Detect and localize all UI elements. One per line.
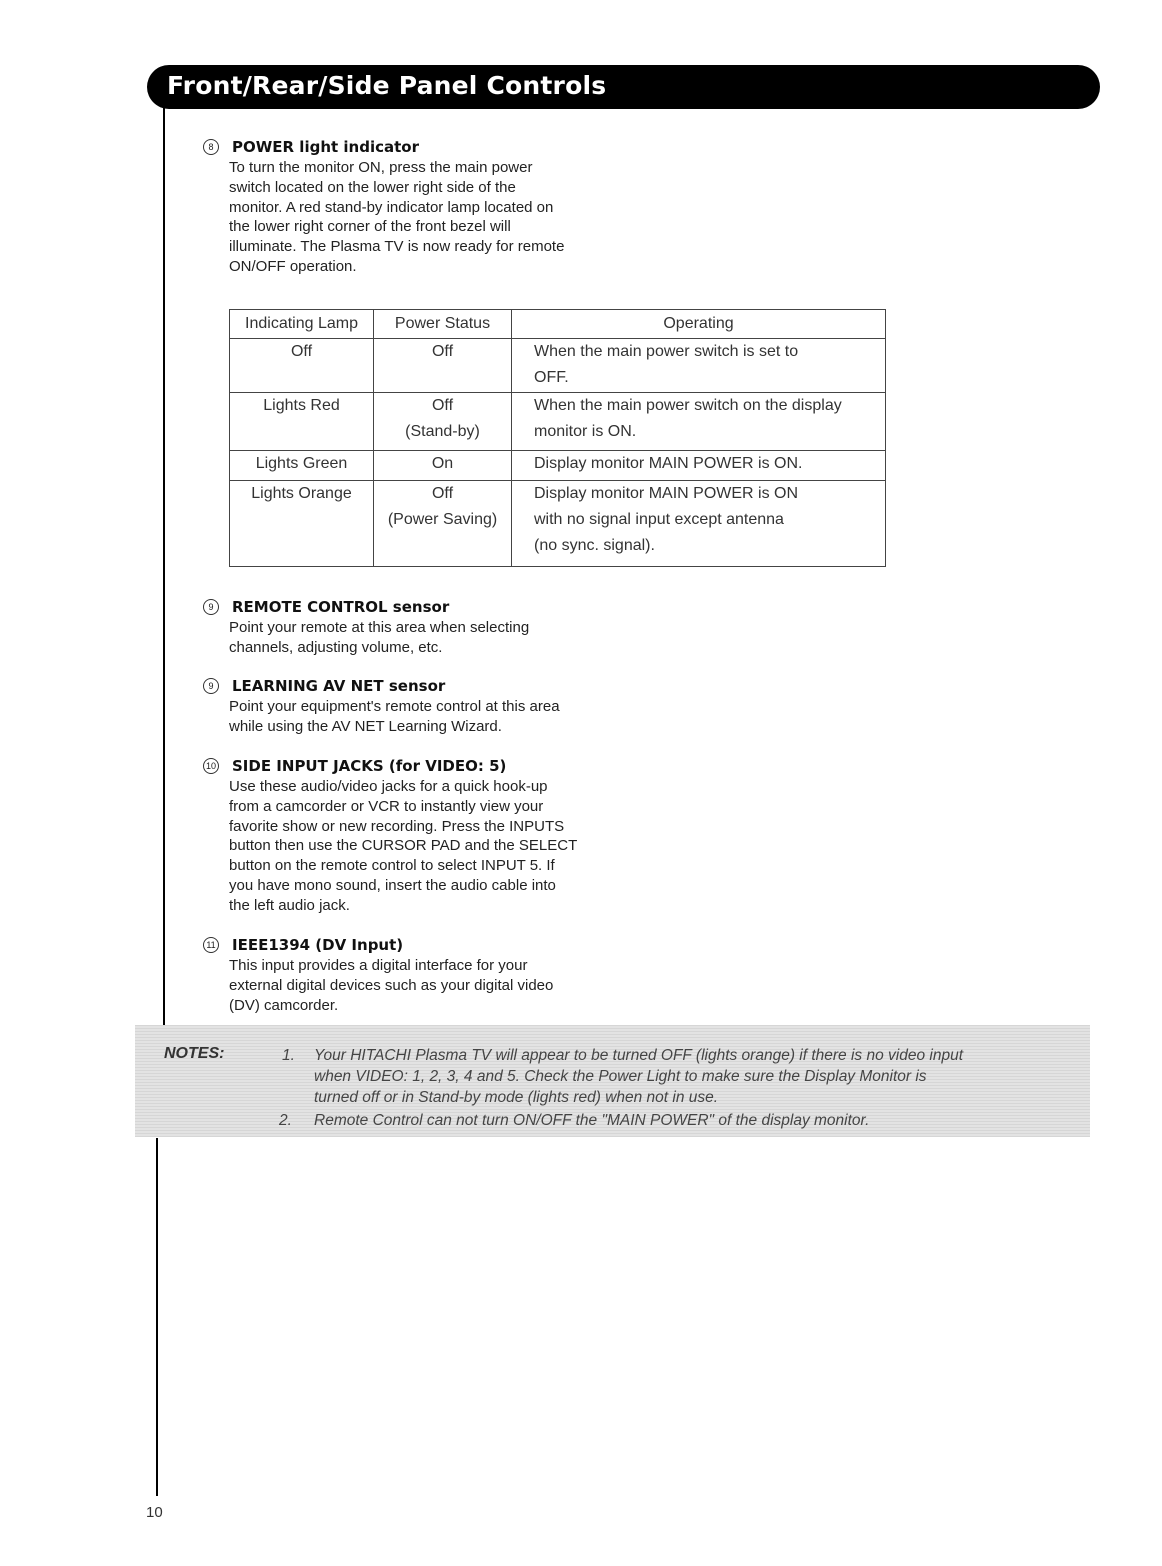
body-line: ON/OFF operation. — [229, 257, 357, 275]
note-line: turned off or in Stand-by mode (lights red) when not in use. — [314, 1089, 719, 1106]
section-body — [229, 956, 643, 1015]
body-line: Use these audio/video jacks for a quick hook-up — [229, 778, 548, 795]
note-number: 2. — [279, 1112, 292, 1129]
cell-lamp — [230, 393, 374, 451]
cell-operating — [512, 451, 886, 481]
body-line: from a camcorder or VCR to instantly view your — [229, 797, 544, 815]
left-margin-rule-lower — [156, 1138, 158, 1496]
cell-text: On — [431, 455, 454, 472]
cell-text: Off — [431, 397, 454, 414]
cell-text: Lights Orange — [251, 485, 352, 502]
circled-number-9: 9 — [203, 678, 219, 694]
cell-operating — [512, 393, 886, 451]
body-line: (DV) camcorder. — [229, 996, 339, 1014]
body-line: channels, adjusting volume, etc. — [229, 638, 443, 656]
section-body — [229, 158, 643, 277]
body-line: This input provides a digital interface for your — [229, 957, 528, 974]
section-title: SIDE INPUT JACKS (for VIDEO: 5) — [232, 757, 507, 775]
cell-lamp — [230, 339, 374, 393]
cell-status — [374, 451, 512, 481]
section-body — [229, 697, 643, 737]
notes-label: NOTES: — [164, 1045, 225, 1062]
cell-text: (Power Saving) — [387, 511, 498, 528]
cell-text: When the main power switch on the display — [534, 397, 842, 414]
table-row — [230, 393, 886, 451]
section-title: REMOTE CONTROL sensor — [232, 598, 450, 616]
table-row — [230, 339, 886, 393]
cell-lamp — [230, 451, 374, 481]
body-line: button on the remote control to select INPUT 5. If — [229, 857, 555, 875]
body-line: button then use the CURSOR PAD and the SELECT — [229, 837, 578, 855]
circled-number-11: 11 — [203, 937, 219, 953]
note-line: when VIDEO: 1, 2, 3, 4 and 5. Check the Power Light to make sure the Display Monitor is — [314, 1068, 927, 1085]
power-status-table — [229, 309, 886, 567]
body-line: the left audio jack. — [229, 896, 350, 914]
page-number: 10 — [146, 1504, 163, 1521]
circled-number-9: 9 — [203, 599, 219, 615]
note-line: Remote Control can not turn ON/OFF the "MAIN POWER" of the display monitor. — [314, 1112, 870, 1129]
cell-status — [374, 339, 512, 393]
cell-operating — [512, 481, 886, 567]
section-title: POWER light indicator — [232, 138, 419, 156]
body-line: favorite show or new recording. Press the INPUTS — [229, 817, 565, 835]
cell-status — [374, 393, 512, 451]
cell-lamp — [230, 481, 374, 567]
section-power-light-indicator — [203, 137, 643, 277]
cell-text: Lights Green — [255, 455, 348, 472]
body-line: the lower right corner of the front bezel will — [229, 218, 511, 236]
cell-status — [374, 481, 512, 567]
cell-text: monitor is ON. — [534, 423, 637, 440]
body-line: while using the AV NET Learning Wizard. — [229, 717, 502, 735]
cell-text: When the main power switch is set to — [534, 343, 799, 360]
cell-text: with no signal input except antenna — [534, 511, 784, 528]
circled-number-8: 8 — [203, 139, 219, 155]
table-row — [230, 451, 886, 481]
body-line: Point your equipment's remote control at this area — [229, 698, 560, 715]
left-margin-rule — [163, 106, 165, 1038]
header-indicating-lamp: Indicating Lamp — [230, 310, 374, 339]
note-line: Your HITACHI Plasma TV will appear to be turned OFF (lights orange) if there is no video input — [314, 1047, 964, 1064]
cell-text: OFF. — [534, 369, 569, 386]
section-title: LEARNING AV NET sensor — [232, 677, 446, 695]
body-line: Point your remote at this area when selecting — [229, 619, 530, 636]
section-learning-av-net-sensor — [203, 676, 643, 737]
section-remote-control-sensor — [203, 597, 643, 658]
cell-text: Off — [431, 343, 454, 360]
cell-text: Off — [431, 485, 454, 502]
table-header-row — [230, 310, 886, 339]
body-line: monitor. A red stand-by indicator lamp located on — [229, 198, 554, 216]
section-body — [229, 618, 643, 658]
note-number: 1. — [282, 1047, 295, 1064]
header-operating: Operating — [512, 310, 886, 339]
cell-operating — [512, 339, 886, 393]
page-title: Front/Rear/Side Panel Controls — [167, 71, 607, 100]
section-title: IEEE1394 (DV Input) — [232, 936, 404, 954]
cell-text: Off — [290, 343, 313, 360]
body-line: To turn the monitor ON, press the main power — [229, 159, 533, 176]
section-side-input-jacks — [203, 756, 643, 916]
body-line: external digital devices such as your digital video — [229, 976, 554, 994]
cell-text: (no sync. signal). — [534, 537, 655, 554]
table-row — [230, 481, 886, 567]
body-line: illuminate. The Plasma TV is now ready for remote — [229, 238, 565, 256]
cell-text: Lights Red — [263, 397, 340, 414]
header-power-status: Power Status — [374, 310, 512, 339]
body-line: switch located on the lower right side of the — [229, 178, 516, 196]
section-ieee1394-dv-input — [203, 935, 643, 1015]
cell-text: Display monitor MAIN POWER is ON. — [534, 455, 803, 472]
body-line: you have mono sound, insert the audio cable into — [229, 876, 556, 894]
cell-text: Display monitor MAIN POWER is ON — [534, 485, 799, 502]
circled-number-10: 10 — [203, 758, 219, 774]
section-body — [229, 777, 643, 916]
cell-text: (Stand-by) — [405, 423, 480, 440]
